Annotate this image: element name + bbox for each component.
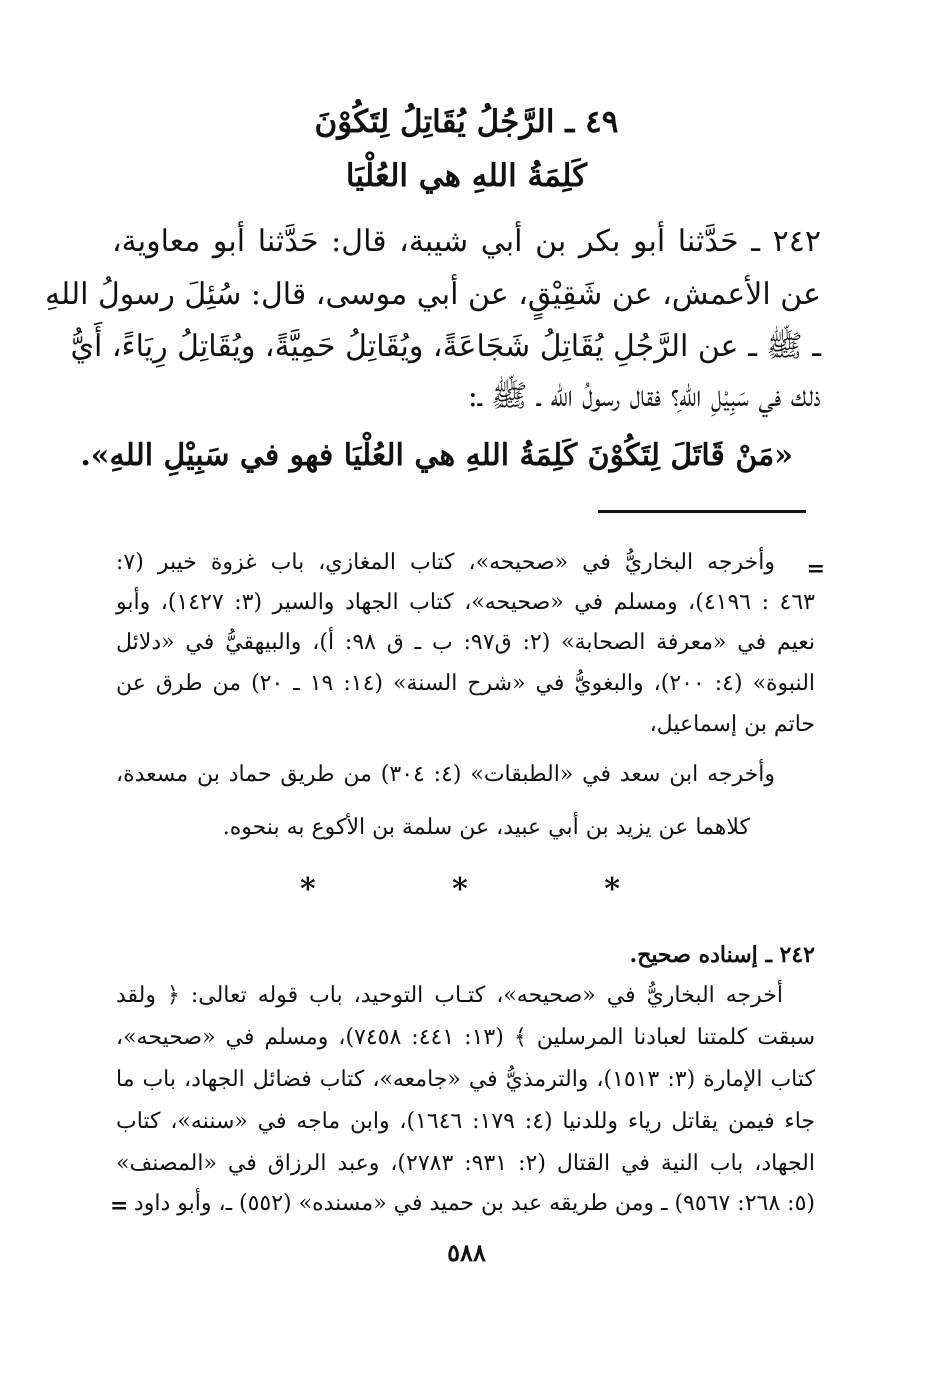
footnote-line: أخرجه البخاريُّ في «صحيحه»، كتـاب التوحيد، باب قوله تعالى: ﴿ ولقد xyxy=(116,983,783,1008)
hadith-line-3: ـ ﷺ ـ عن الرَّجُلِ يُقَاتِلُ شَجَاعَةً، ويُقَاتِلُ حَمِيَّةً، ويُقَاتِلُ رِيَاءً، أَيُّ xyxy=(70,329,821,364)
footnote-line: النبوة» (٤: ٢٠٠)، والبغويُّ في «شرح السنة» (١٤: ١٩ ـ ٢٠) من طرق عن xyxy=(116,671,816,696)
footnote-line: سبقت كلمتنا لعبادنا المرسلين ﴾ (١٣: ٤٤١: ٧٤٥٨)، ومسلم في «صحيحه»، xyxy=(116,1025,816,1050)
end-mark: = xyxy=(110,1193,129,1219)
hadith-line-1: ٢٤٢ ـ حَدَّثنا أبو بكر بن أبي شيبة، قال: حَدَّثنا أبو معاوية، xyxy=(112,224,821,259)
divider-star: * xyxy=(300,872,316,907)
footnote-line: وأخرجه ابن سعد في «الطبقات» (٤: ٣٠٤) من طريق حماد بن مسعدة، xyxy=(116,762,776,787)
footnote-line: نعيم في «معرفة الصحابة» (٢: ق٩٧: ب ـ ق ٩٨: أ)، والبيهقيُّ في «دلائل xyxy=(116,630,815,655)
hadith-line-5: «مَنْ قَاتَلَ لِتَكُوْنَ كَلِمَةُ اللهِ هي العُلْيَا فهو في سَبِيْلِ اللهِ». xyxy=(80,438,793,473)
footnote-line: حاتم بن إسماعيل، xyxy=(649,712,815,737)
continuation-mark: = xyxy=(806,556,825,582)
hadith-line-4: ذلك في سَبِيْلِ اللهِ؟ فقال رسولُ الله ـ ﷺ ـ: xyxy=(467,379,821,414)
page-number: ٥٨٨ xyxy=(447,1238,486,1267)
footnote-heading: ٢٤٢ ـ إسناده صحيح. xyxy=(629,942,815,968)
footnote-line: (٥: ٢٦٨: ٩٥٦٧) ـ ومن طريقه عبد بن حميد في «مسنده» (٥٥٢) ـ، وأبو داود xyxy=(133,1191,815,1216)
chapter-title-line-1: ٤٩ ـ الرَّجُلُ يُقَاتِلُ لِتَكُوْنَ xyxy=(314,104,619,140)
hadith-line-2: عن الأعمش، عن شَقِيْقٍ، عن أبي موسى، قال: سُئِلَ رسولُ اللهِ xyxy=(44,277,821,312)
footnote-line: الجهاد، باب النية في القتال (٢: ٩٣١: ٢٧٨٣)، وعبد الرزاق في «المصنف» xyxy=(116,1151,815,1176)
footnote-separator xyxy=(598,510,806,513)
divider-star: * xyxy=(604,872,620,907)
footnote-line: ٤٦٣ : ٤١٩٦)، ومسلم في «صحيحه»، كتاب الجهاد والسير (٣: ١٤٢٧)، وأبو xyxy=(116,590,815,615)
footnote-line: وأخرجه البخاريُّ في «صحيحه»، كتاب المغازي، باب غزوة خيبر (٧: xyxy=(116,550,775,575)
chapter-title-line-2: كَلِمَةُ اللهِ هي العُلْيَا xyxy=(345,158,588,194)
footnote-line: جاء فيمن يقاتل رياء وللدنيا (٤: ١٧٩: ١٦٤٦)، وابن ماجه في «سننه»، كتاب xyxy=(116,1109,816,1134)
footnote-line: كلاهما عن يزيد بن أبي عبيد، عن سلمة بن الأكوع به بنحوه. xyxy=(222,815,750,840)
divider-star: * xyxy=(452,872,468,907)
footnote-line: كتاب الإمارة (٣: ١٥١٣)، والترمذيُّ في «جامعه»، كتاب فضائل الجهاد، باب ما xyxy=(116,1067,815,1092)
section-divider-stars xyxy=(300,872,620,907)
